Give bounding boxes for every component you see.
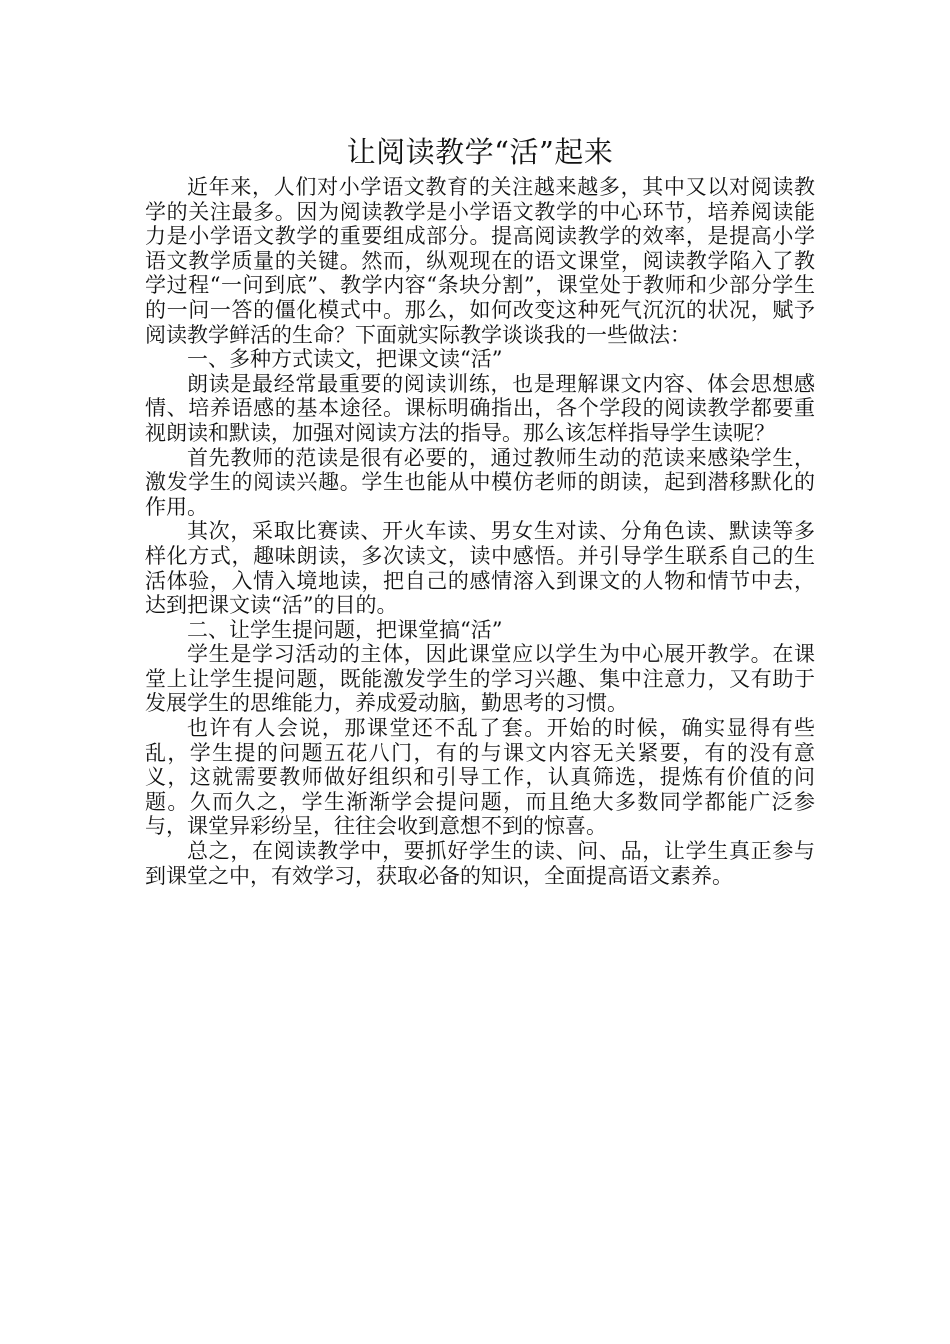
section-heading-1: 一、多种方式读文，把课文读“活”	[187, 347, 503, 372]
paragraph-student-questions: 学生是学习活动的主体，因此课堂应以学生为中心展开教学。在课堂上让学生提问题，既能激发学生的学习兴趣、集中注意力，又有助于发展学生的思维能力，养成爱动脑，勤思考的习惯。	[145, 642, 815, 716]
paragraph-reading-aloud: 朗读是最经常最重要的阅读训练，也是理解课文内容、体会思想感情、培养语感的基本途径。课标明确指出，各个学段的阅读教学都要重视朗读和默读，加强对阅读方法的指导。那么该怎样指导学生读呢？	[145, 371, 815, 445]
document-body	[145, 133, 815, 888]
paragraph-conclusion: 总之，在阅读教学中，要抓好学生的读、问、品，让学生真正参与到课堂之中，有效学习，获取必备的知识，全面提高语文素养。	[145, 839, 815, 888]
document-title: 让阅读教学“活”起来	[346, 135, 614, 169]
paragraph-varied-reading: 其次，采取比赛读、开火车读、男女生对读、分角色读、默读等多样化方式，趣味朗读，多次读文，读中感悟。并引导学生联系自己的生活体验，入情入境地读，把自己的感情溶入到课文的人物和情节中去，达到把课文读“活”的目的。	[145, 519, 815, 618]
paragraph-classroom-order: 也许有人会说，那课堂还不乱了套。开始的时候，确实显得有些乱，学生提的问题五花八门，有的与课文内容无关紧要，有的没有意义，这就需要教师做好组织和引导工作，认真筛选，提炼有价值的问题。久而久之，学生渐渐学会提问题，而且绝大多数同学都能广泛参与，课堂异彩纷呈，往往会收到意想不到的惊喜。	[145, 716, 815, 839]
paragraph-teacher-model-reading: 首先教师的范读是很有必要的，通过教师生动的范读来感染学生，激发学生的阅读兴趣。学生也能从中模仿老师的朗读，起到潜移默化的作用。	[145, 445, 815, 519]
section-heading-2: 二、让学生提问题，把课堂搞“活”	[187, 617, 503, 642]
paragraph-intro: 近年来，人们对小学语文教育的关注越来越多，其中又以对阅读教学的关注最多。因为阅读教学是小学语文教学的中心环节，培养阅读能力是小学语文教学的重要组成部分。提高阅读教学的效率，是提高小学语文教学质量的关键。然而，纵观现在的语文课堂，阅读教学陷入了教学过程“一问到底”、教学内容“条块分割”，课堂处于教师和少部分学生的一问一答的僵化模式中。那么，如何改变这种死气沉沉的状况，赋予阅读教学鲜活的生命？下面就实际教学谈谈我的一些做法：	[145, 175, 815, 347]
